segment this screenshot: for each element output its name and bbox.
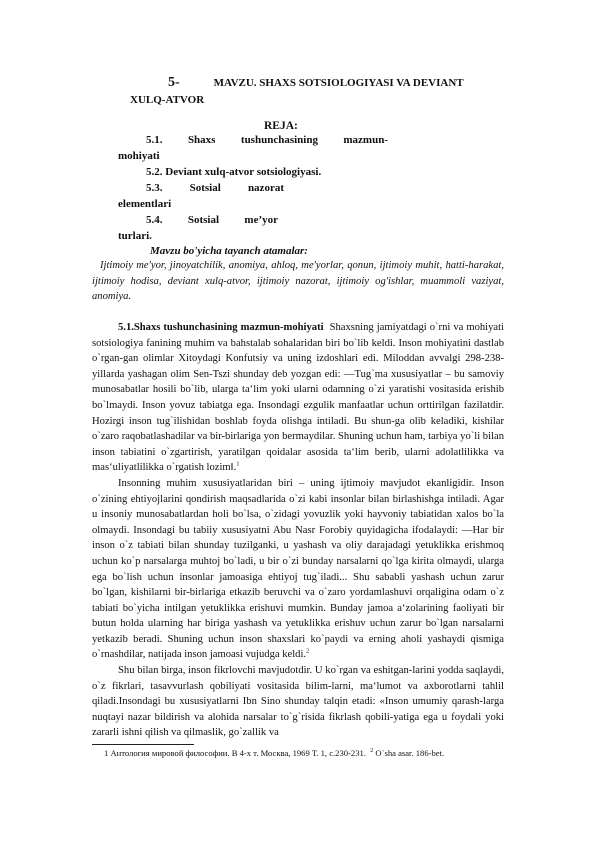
paragraph-1: 5.1.Shaxs tushunchasining mazmun-mohiyati Shaxsning jamiyatdagi o`rni va mohiyati sotsiologiya fanining muhim va bahstalab sohalaridan biri bo`lib keldi. Inson mohiyatini dastlab o`rgan-gan olimlar Xitoydagi Konfutsiy va uning izdoshlari edi. Miloddan avvalgi 298-238-yillarda yashagan olim Sen-Tszi shunday deb yozgan edi: ―Tug`ma xususiyatlar – bu samoviy munosabatlar hosili bo`lib, ularga ta‘lim yoki ularni odamning o`zi yaratishi vositasida erishib bo`lmaydi. Inson yovuz tabiatga ega. Insondagi ezgulik manfaatlar uchun orttirilgan fazilatdir. Hozirgi inson tug`ilishidan boshlab foyda olishga intiladi. Bu shun-ga olib keladiki, kishilar o`zaro raqobatlashadilar va bir-birlariga yon bermaydilar. Shuning uchun ham, tarbiya yo`li bilan inson tabiatini o`zgartirish, yaratilgan qoidalar asosida ta‘lim berib, ularni adolatlilikka va mas‘uliyatlilikka o`rgatish lozim‖.$^1$ <box>92 322 504 474</box>
chapter-number: 5- <box>168 75 180 90</box>
paragraph-2: Insonning muhim xususiyatlaridan biri – uning ijtimoiy mavjudot ekanligidir. Inson o`zining ehtiyojlarini qondirish maqsadlarida o`zi kabi insonlar bilan birlashishga intiladi. Agar u insoniy munosabatlardan holi bo`lsa, o`zidagi yovuzlik yoki hayvoniy tabiatidan xalos bo`la olmaydi. Insondagi bu tabiiy xususiyatni Abu Nasr Forobiy quyidagicha ifodalaydi: ―Har bir inson o`z tabiati bilan shunday tuzilganki, u yashash va oliy darajadagi yetuklikka erishmoq uchun ko`p narsalarga muhtoj bo`ladi, u bir o`zi bunday narsalarni qo`lga kirita olmaydi, ularga ega bo`lish uchun insonlar jamoasiga ehtiyoj tug`iladi... Shu sababli yashash uchun zarur bo`lgan, kishilarni bir-birlariga etkazib beruvchi va o`zaro yordamlashuvi orqaligina odam o`z tabiati bo`yicha intilgan yetuklikka erishuvi mumkin. Bunday jamoa a‘zolarining faoliyati bir butun holda ularning har biriga yashash va yetuklikka erishuv uchun zarur bo`lgan narsalarni yetkazib beradi. Shuning uchun inson shaxslari ko`paydi va erning aholi yashaydi qismiga o`rnashdilar, natijada inson jamoasi vujudga keldi.$^2$ <box>92 477 504 661</box>
plan-item-4-cont: turlari. <box>118 230 152 242</box>
paragraph-3: Shu bilan birga, inson fikrlovchi mavjudotdir. U ko`rgan va eshitgan-larini yodda saqlaydi, o`z fikrlari, tasavvurlash qobiliyati vositasida bilim-larni, ma‘lumot va axborotlarni tahlil qiladi.Insondagi bu xususiyatlarni Ibn Sino shunday talqin etadi: «Inson umumiy qarash-larga nuqtayi nazar bildirish va alohida narsalar to`g`risida fikrlash qobili-yatiga ega u foydali yoki zararli ishni qilish va qilmaslik, go`zallik va <box>92 665 504 739</box>
keywords-text: Ijtimoiy me'yor, jinoyatchilik, anomiya, ahloq, me'yorlar, qonun, ijtimoiy muhit, hatti-harakat, ijtimoiy hodisa, deviant xulq-atvor, ijtimoiy nazorat, ijtimoiy og'ishlar, muammoli vaziyat, anomiya. <box>92 260 504 302</box>
footnote-divider <box>92 744 194 745</box>
plan-item-2: 5.2. Deviant xulq-atvor sotsiologiyasi. <box>146 166 322 178</box>
plan-item-1-cont: mohiyati <box>118 150 160 162</box>
plan-list <box>118 132 388 244</box>
section-body <box>92 320 504 741</box>
chapter-title-line1: MAVZU. SHAXS SOTSIOLOGIYASI VA DEVIANT <box>213 77 464 89</box>
chapter-title-line2: XULQ-ATVOR <box>130 94 205 106</box>
footnote-ref-1: 1 <box>236 461 240 468</box>
plan-item-1: 5.1. Shaxs tushunchasining mazmun- <box>146 134 388 146</box>
plan-item-3: 5.3. Sotsial nazorat <box>146 182 284 194</box>
plan-item-3-cont: elementlari <box>118 198 172 210</box>
section-heading: 5.1.Shaxs tushunchasining mazmun-mohiyati <box>118 322 324 333</box>
plan-item-4: 5.4. Sotsial me’yor <box>146 214 278 226</box>
plan-heading: REJA: <box>264 120 298 132</box>
footnote-ref-2: 2 <box>306 648 310 655</box>
keywords-heading: Mavzu bo'yicha tayanch atamalar: <box>150 245 308 257</box>
chapter-title <box>118 74 506 109</box>
footnote: 1 Антология мировой философии. В 4-х т. Москва, 1969 Т. 1, с.230-231. $^2$ O`sha asar. 186-bet. <box>104 748 445 758</box>
